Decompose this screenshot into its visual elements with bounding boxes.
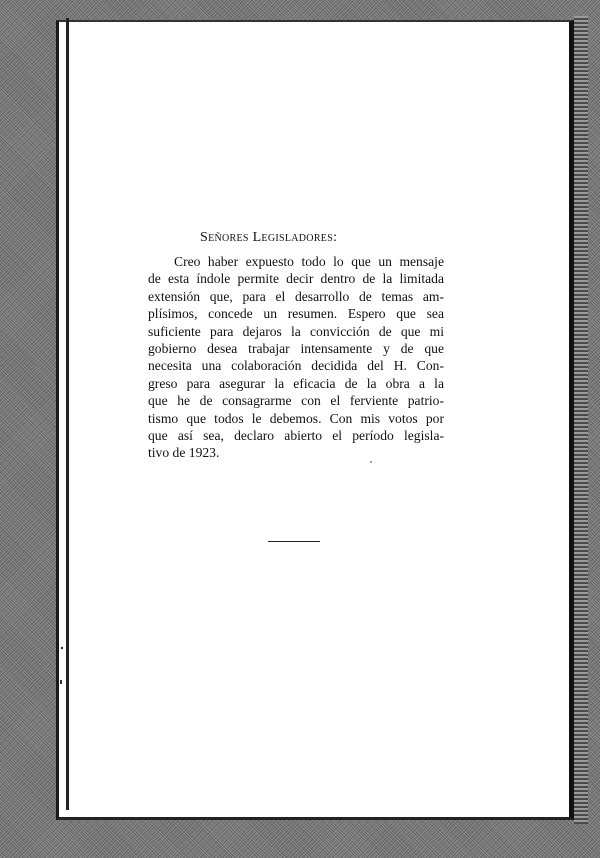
salutation-heading: Señores Legisladores: bbox=[200, 230, 338, 245]
paragraph-line: plísimos, concede un resumen. Espero que sea bbox=[148, 306, 444, 322]
paragraph-line: que he de consagrarme con el ferviente patrio- bbox=[148, 393, 444, 409]
paragraph-line: tivo de 1923. bbox=[148, 445, 220, 461]
paragraph-line: greso para asegurar la eficacia de la obra a la bbox=[148, 375, 444, 391]
paragraph-line: que así sea, declaro abierto el período legisla- bbox=[148, 427, 444, 443]
paragraph-line: gobierno desea trabajar intensamente y de que bbox=[148, 340, 444, 356]
paragraph-line: necesita una colaboración decidida del H. Con- bbox=[148, 358, 444, 374]
paragraph-line: Creo haber expuesto todo lo que un mensaje bbox=[174, 254, 444, 269]
paragraph-line: de esta índole permite decir dentro de la limitada bbox=[148, 271, 444, 287]
paragraph-line: suficiente para dejaros la convicción de que mi bbox=[148, 323, 444, 339]
paragraph-line: extensión que, para el desarrollo de temas am- bbox=[148, 288, 444, 304]
paragraph-line: tismo que todos le debemos. Con mis votos por bbox=[148, 410, 444, 426]
